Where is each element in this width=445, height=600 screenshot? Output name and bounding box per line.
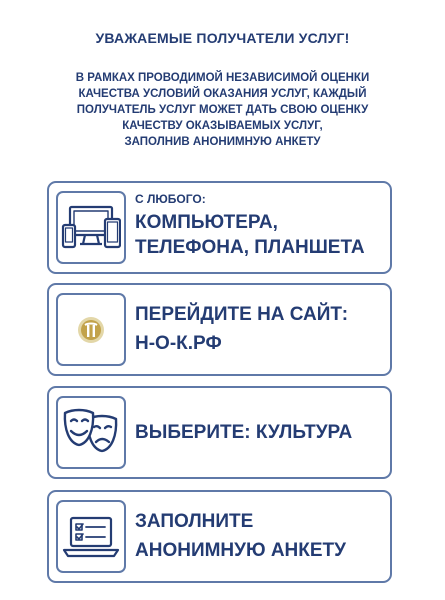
step-text	[135, 509, 346, 563]
theater-masks-icon	[56, 396, 126, 469]
step-subtitle: С ЛЮБОГО:	[135, 192, 206, 206]
step-card-website	[47, 283, 392, 376]
step-line: ПЕРЕЙДИТЕ НА САЙТ:	[135, 304, 349, 325]
intro-line: В РАМКАХ ПРОВОДИМОЙ НЕЗАВИСИМОЙ ОЦЕНКИ	[75, 72, 370, 84]
step-card-survey	[47, 490, 392, 583]
step-line: АНОНИМНУЮ АНКЕТУ	[135, 540, 346, 561]
step-text	[135, 192, 365, 260]
step-card-culture	[47, 386, 392, 479]
step-line: ВЫБЕРИТЕ: КУЛЬТУРА	[135, 422, 353, 443]
intro-line: КАЧЕСТВУ ОКАЗЫВАЕМЫХ УСЛУГ,	[122, 120, 323, 132]
intro-line: ЗАПОЛНИВ АНОНИМНУЮ АНКЕТУ	[124, 136, 321, 148]
devices-icon	[56, 191, 126, 264]
step-line: КОМПЬЮТЕРА,	[135, 212, 278, 233]
intro-line: КАЧЕСТВА УСЛОВИЙ ОКАЗАНИЯ УСЛУГ, КАЖДЫЙ	[78, 88, 367, 100]
page-title: УВАЖАЕМЫЕ ПОЛУЧАТЕЛИ УСЛУГ!	[95, 30, 350, 46]
step-text	[135, 420, 352, 445]
intro-line: ПОЛУЧАТЕЛЬ УСЛУГ МОЖЕТ ДАТЬ СВОЮ ОЦЕНКУ	[76, 104, 369, 116]
laptop-form-icon	[56, 500, 126, 573]
step-card-devices	[47, 181, 392, 274]
step-text	[135, 302, 348, 356]
step-line: ТЕЛЕФОНА, ПЛАНШЕТА	[135, 237, 365, 258]
step-line: ЗАПОЛНИТЕ	[135, 511, 254, 532]
nok-logo-icon	[56, 293, 126, 366]
step-line: Н-О-К.РФ	[135, 333, 222, 354]
intro-text	[30, 70, 415, 150]
